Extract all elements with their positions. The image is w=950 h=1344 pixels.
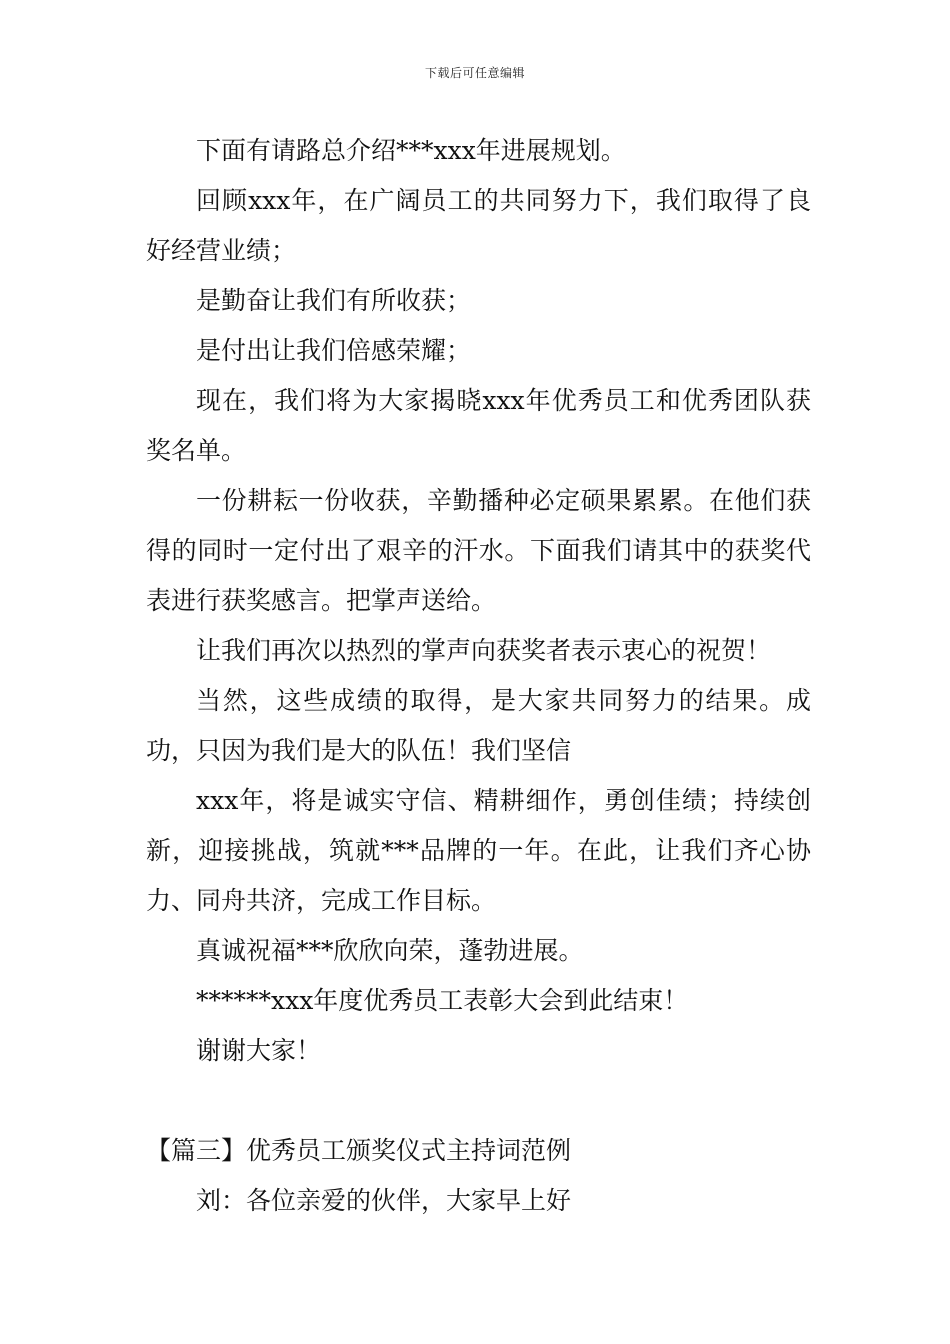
paragraph: 是勤奋让我们有所收获； xyxy=(196,286,472,315)
paragraph: xxx年，将是诚实守信、精耕细作，勇创佳绩；持续创新，迎接挑战，筑就***品牌的一年。在此，让我们齐心协力、同舟共济，完成工作目标。 xyxy=(146,786,811,915)
page-header: 下载后可任意编辑 xyxy=(424,66,525,80)
section-title: 【篇三】优秀员工颁奖仪式主持词范例 xyxy=(146,1136,572,1165)
paragraph: 回顾xxx年，在广阔员工的共同努力下，我们取得了良好经营业绩； xyxy=(146,186,811,265)
paragraph: 是付出让我们倍感荣耀； xyxy=(196,336,472,365)
paragraph: 下面有请路总介绍***xxx年进展规划。 xyxy=(196,136,626,165)
paragraph: 让我们再次以热烈的掌声向获奖者表示衷心的祝贺！ xyxy=(196,636,772,665)
paragraph: 一份耕耘一份收获，辛勤播种必定硕果累累。在他们获得的同时一定付出了艰辛的汗水。下面我们请其中的获奖代表进行获奖感言。把掌声送给。 xyxy=(146,486,811,615)
document-body xyxy=(146,126,811,1226)
paragraph: 现在，我们将为大家揭晓xxx年优秀员工和优秀团队获奖名单。 xyxy=(146,386,811,465)
paragraph: 谢谢大家！ xyxy=(196,1036,322,1065)
paragraph: 当然，这些成绩的取得，是大家共同努力的结果。成功，只因为我们是大的队伍！我们坚信 xyxy=(146,686,811,765)
paragraph: ******xxx年度优秀员工表彰大会到此结束！ xyxy=(196,986,689,1015)
section-first-line: 刘：各位亲爱的伙伴，大家早上好 xyxy=(196,1186,572,1215)
paragraph: 真诚祝福***欣欣向荣，蓬勃进展。 xyxy=(196,936,584,965)
